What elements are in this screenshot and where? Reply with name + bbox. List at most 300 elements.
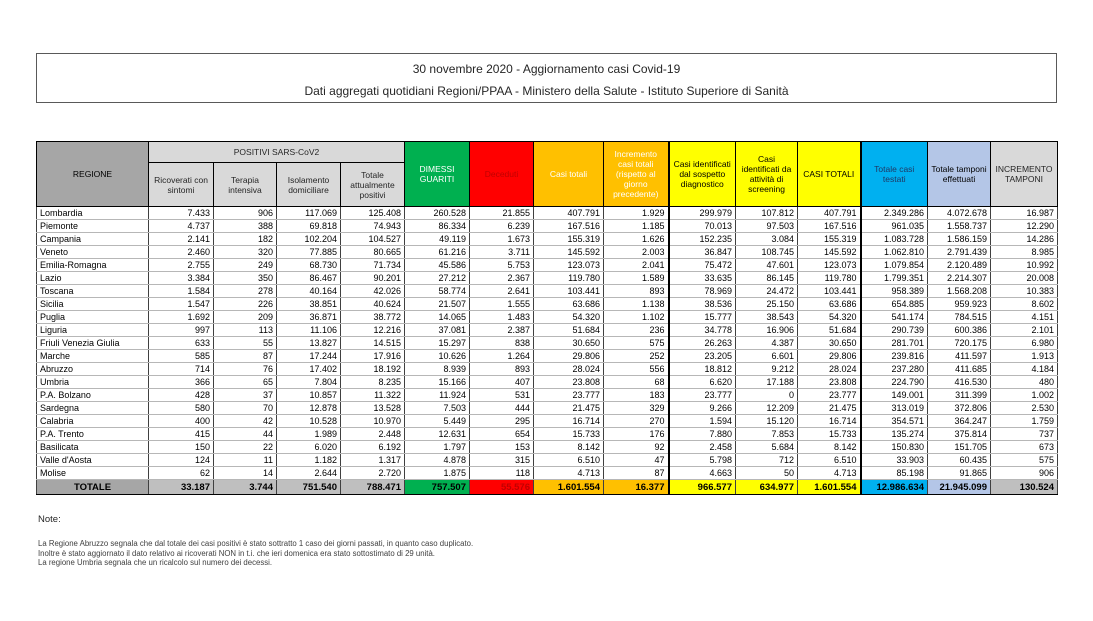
data-cell: 411.597	[928, 350, 991, 363]
data-cell: 4.713	[534, 467, 604, 480]
data-cell: 90.201	[341, 272, 405, 285]
data-cell: 407.791	[798, 207, 861, 220]
data-cell: 86.467	[277, 272, 341, 285]
data-cell: 893	[470, 363, 534, 376]
data-cell: 2.641	[470, 285, 534, 298]
data-cell: 117.069	[277, 207, 341, 220]
data-cell: 16.714	[798, 415, 861, 428]
table-row	[37, 324, 1058, 337]
data-cell: 145.592	[798, 246, 861, 259]
data-cell: 531	[470, 389, 534, 402]
data-cell: 87	[604, 467, 669, 480]
data-cell: 38.543	[736, 311, 798, 324]
data-cell: 838	[470, 337, 534, 350]
data-cell: 54.320	[534, 311, 604, 324]
data-cell: 4.151	[991, 311, 1058, 324]
data-cell: 654	[470, 428, 534, 441]
column-header-isolamento: Isolamento domiciliare	[277, 163, 341, 207]
data-cell: 673	[991, 441, 1058, 454]
data-cell: 6.510	[798, 454, 861, 467]
data-cell: 654.885	[861, 298, 928, 311]
data-cell: 329	[604, 402, 669, 415]
data-cell: 2.141	[149, 233, 214, 246]
data-cell: 375.814	[928, 428, 991, 441]
table-row	[37, 285, 1058, 298]
data-cell: 239.816	[861, 350, 928, 363]
notes-section	[38, 514, 473, 568]
data-cell: 295	[470, 415, 534, 428]
data-cell: 23.808	[534, 376, 604, 389]
data-cell: 10.857	[277, 389, 341, 402]
data-cell: 4.387	[736, 337, 798, 350]
data-cell: 70	[214, 402, 277, 415]
data-cell: 17.916	[341, 350, 405, 363]
table-row	[37, 363, 1058, 376]
column-header-casi-testati: Totale casi testati	[861, 142, 928, 207]
data-cell: 16.987	[991, 207, 1058, 220]
data-cell: 118	[470, 467, 534, 480]
data-cell: 12.209	[736, 402, 798, 415]
data-cell: 26.263	[669, 337, 736, 350]
data-cell: 311.399	[928, 389, 991, 402]
data-cell: 290.739	[861, 324, 928, 337]
total-cell: 966.577	[669, 480, 736, 495]
data-cell: 10.383	[991, 285, 1058, 298]
data-cell: 2.387	[470, 324, 534, 337]
data-cell: 11.322	[341, 389, 405, 402]
data-cell: 249	[214, 259, 277, 272]
data-cell: 1.594	[669, 415, 736, 428]
data-cell: 1.875	[405, 467, 470, 480]
data-cell: 10.970	[341, 415, 405, 428]
data-cell: 237.280	[861, 363, 928, 376]
data-cell: 2.101	[991, 324, 1058, 337]
data-cell: 29.806	[798, 350, 861, 363]
data-cell: 4.184	[991, 363, 1058, 376]
data-cell: 50	[736, 467, 798, 480]
data-cell: 7.804	[277, 376, 341, 389]
data-cell: 12.290	[991, 220, 1058, 233]
data-cell: 4.713	[798, 467, 861, 480]
data-cell: 153	[470, 441, 534, 454]
covid-data-table	[36, 141, 1058, 495]
data-cell: 1.547	[149, 298, 214, 311]
data-cell: 1.759	[991, 415, 1058, 428]
data-cell: 575	[991, 454, 1058, 467]
data-cell: 411.685	[928, 363, 991, 376]
data-cell: 15.297	[405, 337, 470, 350]
data-cell: 18.812	[669, 363, 736, 376]
column-header-casi-totali: Casi totali	[534, 142, 604, 207]
data-cell: 1.483	[470, 311, 534, 324]
region-name: Abruzzo	[37, 363, 149, 376]
total-cell: 12.986.634	[861, 480, 928, 495]
data-cell: 23.777	[798, 389, 861, 402]
data-cell: 1.102	[604, 311, 669, 324]
data-cell: 1.182	[277, 454, 341, 467]
data-cell: 38.536	[669, 298, 736, 311]
data-cell: 11.106	[277, 324, 341, 337]
data-cell: 61.216	[405, 246, 470, 259]
table-row	[37, 389, 1058, 402]
data-cell: 712	[736, 454, 798, 467]
data-cell: 62	[149, 467, 214, 480]
data-cell: 49.119	[405, 233, 470, 246]
data-cell: 315	[470, 454, 534, 467]
column-header-casi-totali-2: CASI TOTALI	[798, 142, 861, 207]
data-cell: 44	[214, 428, 277, 441]
region-name: Friuli Venezia Giulia	[37, 337, 149, 350]
data-cell: 8.142	[798, 441, 861, 454]
note-line: La Regione Abruzzo segnala che dal totale dei casi positivi è stato sottratto 1 caso dei giorni passati, in quanto caso duplicato.	[38, 539, 474, 548]
column-header-totale-positivi: Totale attualmente positivi	[341, 163, 405, 207]
data-cell: 124	[149, 454, 214, 467]
column-header-deceduti: Deceduti	[470, 142, 534, 207]
data-cell: 2.041	[604, 259, 669, 272]
data-cell: 2.530	[991, 402, 1058, 415]
total-cell: 751.540	[277, 480, 341, 495]
data-cell: 42.026	[341, 285, 405, 298]
column-header-attivita-screening: Casi identificati da attività di screening	[736, 142, 798, 207]
data-cell: 37.081	[405, 324, 470, 337]
data-cell: 416.530	[928, 376, 991, 389]
data-cell: 17.188	[736, 376, 798, 389]
report-subtitle: Dati aggregati quotidiani Regioni/PPAA - Ministero della Salute - Istituto Superiore di Sanità	[304, 84, 789, 98]
region-name: Veneto	[37, 246, 149, 259]
data-cell: 68.730	[277, 259, 341, 272]
column-header-tamponi-effettuati: Totale tamponi effettuati	[928, 142, 991, 207]
data-cell: 226	[214, 298, 277, 311]
data-cell: 7.503	[405, 402, 470, 415]
data-cell: 6.510	[534, 454, 604, 467]
data-cell: 9.212	[736, 363, 798, 376]
data-cell: 1.555	[470, 298, 534, 311]
data-cell: 958.389	[861, 285, 928, 298]
data-cell: 38.772	[341, 311, 405, 324]
data-cell: 5.684	[736, 441, 798, 454]
data-cell: 1.913	[991, 350, 1058, 363]
notes-heading: Note:	[38, 514, 61, 525]
data-cell: 3.084	[736, 233, 798, 246]
data-cell: 585	[149, 350, 214, 363]
data-cell: 8.985	[991, 246, 1058, 259]
data-cell: 176	[604, 428, 669, 441]
total-cell: 3.744	[214, 480, 277, 495]
data-cell: 58.774	[405, 285, 470, 298]
data-cell: 720.175	[928, 337, 991, 350]
data-cell: 480	[991, 376, 1058, 389]
data-cell: 10.992	[991, 259, 1058, 272]
data-cell: 103.441	[798, 285, 861, 298]
data-cell: 24.472	[736, 285, 798, 298]
total-cell: 16.377	[604, 480, 669, 495]
data-cell: 37	[214, 389, 277, 402]
table-header	[37, 142, 1058, 207]
data-cell: 2.720	[341, 467, 405, 480]
data-cell: 13.528	[341, 402, 405, 415]
data-cell: 155.319	[534, 233, 604, 246]
data-cell: 580	[149, 402, 214, 415]
data-cell: 145.592	[534, 246, 604, 259]
data-cell: 63.686	[534, 298, 604, 311]
column-header-terapia-intensiva: Terapia intensiva	[214, 163, 277, 207]
data-cell: 1.626	[604, 233, 669, 246]
region-name: P.A. Trento	[37, 428, 149, 441]
data-cell: 6.620	[669, 376, 736, 389]
total-cell: 33.187	[149, 480, 214, 495]
data-cell: 633	[149, 337, 214, 350]
total-cell: 55.576	[470, 480, 534, 495]
data-cell: 40.624	[341, 298, 405, 311]
data-cell: 2.755	[149, 259, 214, 272]
region-name: Toscana	[37, 285, 149, 298]
data-cell: 6.601	[736, 350, 798, 363]
data-cell: 10.626	[405, 350, 470, 363]
data-cell: 1.138	[604, 298, 669, 311]
table-row	[37, 220, 1058, 233]
data-cell: 13.827	[277, 337, 341, 350]
data-cell: 182	[214, 233, 277, 246]
region-name: P.A. Bolzano	[37, 389, 149, 402]
data-cell: 108.745	[736, 246, 798, 259]
data-cell: 151.705	[928, 441, 991, 454]
column-header-ricoverati: Ricoverati con sintomi	[149, 163, 214, 207]
data-cell: 350	[214, 272, 277, 285]
data-cell: 74.943	[341, 220, 405, 233]
data-cell: 1.062.810	[861, 246, 928, 259]
data-cell: 149.001	[861, 389, 928, 402]
data-cell: 2.644	[277, 467, 341, 480]
data-cell: 69.818	[277, 220, 341, 233]
data-cell: 3.384	[149, 272, 214, 285]
data-cell: 16.714	[534, 415, 604, 428]
data-cell: 2.460	[149, 246, 214, 259]
data-cell: 135.274	[861, 428, 928, 441]
data-cell: 21.475	[798, 402, 861, 415]
data-cell: 21.475	[534, 402, 604, 415]
data-cell: 68	[604, 376, 669, 389]
data-cell: 4.072.678	[928, 207, 991, 220]
data-cell: 33.635	[669, 272, 736, 285]
data-cell: 12.216	[341, 324, 405, 337]
data-cell: 407.791	[534, 207, 604, 220]
data-cell: 1.799.351	[861, 272, 928, 285]
data-cell: 6.980	[991, 337, 1058, 350]
data-cell: 1.797	[405, 441, 470, 454]
data-cell: 92	[604, 441, 669, 454]
data-cell: 14.286	[991, 233, 1058, 246]
data-cell: 27.212	[405, 272, 470, 285]
data-cell: 45.586	[405, 259, 470, 272]
data-cell: 6.020	[277, 441, 341, 454]
data-cell: 737	[991, 428, 1058, 441]
data-cell: 14.515	[341, 337, 405, 350]
data-cell: 15.733	[534, 428, 604, 441]
data-cell: 155.319	[798, 233, 861, 246]
data-cell: 76	[214, 363, 277, 376]
data-cell: 372.806	[928, 402, 991, 415]
table-row	[37, 233, 1058, 246]
data-cell: 125.408	[341, 207, 405, 220]
data-cell: 1.692	[149, 311, 214, 324]
data-cell: 34.778	[669, 324, 736, 337]
data-cell: 388	[214, 220, 277, 233]
data-cell: 55	[214, 337, 277, 350]
data-cell: 2.367	[470, 272, 534, 285]
data-cell: 209	[214, 311, 277, 324]
table-row	[37, 454, 1058, 467]
region-name: Lombardia	[37, 207, 149, 220]
data-cell: 906	[214, 207, 277, 220]
table-row	[37, 298, 1058, 311]
data-cell: 7.880	[669, 428, 736, 441]
data-cell: 278	[214, 285, 277, 298]
data-cell: 320	[214, 246, 277, 259]
data-cell: 1.264	[470, 350, 534, 363]
data-cell: 313.019	[861, 402, 928, 415]
region-name: Sicilia	[37, 298, 149, 311]
data-cell: 714	[149, 363, 214, 376]
total-cell: 788.471	[341, 480, 405, 495]
data-cell: 1.586.159	[928, 233, 991, 246]
column-header-regione: REGIONE	[37, 142, 149, 207]
data-cell: 23.777	[669, 389, 736, 402]
table-row	[37, 207, 1058, 220]
total-cell: 634.977	[736, 480, 798, 495]
total-cell: 757.507	[405, 480, 470, 495]
region-name: Sardegna	[37, 402, 149, 415]
total-cell: 1.601.554	[534, 480, 604, 495]
data-cell: 152.235	[669, 233, 736, 246]
column-header-sospetto-diagnostico: Casi identificati dal sospetto diagnostico	[669, 142, 736, 207]
data-cell: 21.507	[405, 298, 470, 311]
table-row	[37, 467, 1058, 480]
data-cell: 3.711	[470, 246, 534, 259]
data-cell: 354.571	[861, 415, 928, 428]
data-cell: 150.830	[861, 441, 928, 454]
region-name: Campania	[37, 233, 149, 246]
data-cell: 2.349.286	[861, 207, 928, 220]
data-cell: 23.808	[798, 376, 861, 389]
data-cell: 364.247	[928, 415, 991, 428]
data-cell: 54.320	[798, 311, 861, 324]
total-cell: 21.945.099	[928, 480, 991, 495]
data-cell: 541.174	[861, 311, 928, 324]
table-row	[37, 337, 1058, 350]
data-cell: 150	[149, 441, 214, 454]
data-cell: 4.663	[669, 467, 736, 480]
column-header-incremento-tamponi: INCREMENTO TAMPONI	[991, 142, 1058, 207]
data-cell: 5.753	[470, 259, 534, 272]
data-cell: 366	[149, 376, 214, 389]
note-line: La regione Umbria segnala che un ricalcolo sul numero dei decessi.	[38, 558, 273, 567]
data-cell: 959.923	[928, 298, 991, 311]
data-cell: 104.527	[341, 233, 405, 246]
region-name: Lazio	[37, 272, 149, 285]
region-name: Liguria	[37, 324, 149, 337]
data-cell: 167.516	[534, 220, 604, 233]
data-cell: 5.449	[405, 415, 470, 428]
column-group-positivi: POSITIVI SARS-CoV2	[149, 142, 405, 163]
data-cell: 75.472	[669, 259, 736, 272]
data-cell: 1.584	[149, 285, 214, 298]
data-cell: 119.780	[534, 272, 604, 285]
data-cell: 7.853	[736, 428, 798, 441]
data-cell: 407	[470, 376, 534, 389]
data-cell: 167.516	[798, 220, 861, 233]
data-cell: 8.235	[341, 376, 405, 389]
data-cell: 23.205	[669, 350, 736, 363]
data-cell: 16.906	[736, 324, 798, 337]
data-cell: 17.402	[277, 363, 341, 376]
data-cell: 1.558.737	[928, 220, 991, 233]
data-cell: 113	[214, 324, 277, 337]
data-cell: 270	[604, 415, 669, 428]
data-cell: 8.939	[405, 363, 470, 376]
data-cell: 51.684	[798, 324, 861, 337]
title-box	[36, 53, 1057, 103]
data-cell: 30.650	[798, 337, 861, 350]
data-cell: 2.791.439	[928, 246, 991, 259]
table-row	[37, 311, 1058, 324]
data-cell: 12.878	[277, 402, 341, 415]
data-cell: 103.441	[534, 285, 604, 298]
region-name: Molise	[37, 467, 149, 480]
data-cell: 1.673	[470, 233, 534, 246]
total-row	[37, 480, 1058, 495]
data-cell: 102.204	[277, 233, 341, 246]
data-cell: 2.214.307	[928, 272, 991, 285]
data-cell: 80.665	[341, 246, 405, 259]
data-cell: 86.334	[405, 220, 470, 233]
data-cell: 47.601	[736, 259, 798, 272]
data-cell: 556	[604, 363, 669, 376]
data-cell: 1.079.854	[861, 259, 928, 272]
data-cell: 997	[149, 324, 214, 337]
data-cell: 183	[604, 389, 669, 402]
data-cell: 444	[470, 402, 534, 415]
note-line: Inoltre è stato aggiornato il dato relativo ai ricoverati NON in t.i. che ieri domenica era stato sottostimato di 29 unità.	[38, 548, 435, 558]
data-cell: 575	[604, 337, 669, 350]
region-name: Puglia	[37, 311, 149, 324]
data-cell: 236	[604, 324, 669, 337]
data-cell: 4.878	[405, 454, 470, 467]
data-cell: 428	[149, 389, 214, 402]
data-cell: 1.185	[604, 220, 669, 233]
data-cell: 1.989	[277, 428, 341, 441]
table-row	[37, 259, 1058, 272]
data-cell: 400	[149, 415, 214, 428]
data-cell: 15.166	[405, 376, 470, 389]
data-cell: 77.885	[277, 246, 341, 259]
table-row	[37, 415, 1058, 428]
total-label: TOTALE	[37, 480, 149, 495]
data-cell: 119.780	[798, 272, 861, 285]
data-cell: 51.684	[534, 324, 604, 337]
data-cell: 107.812	[736, 207, 798, 220]
data-cell: 10.528	[277, 415, 341, 428]
data-cell: 87	[214, 350, 277, 363]
data-cell: 29.806	[534, 350, 604, 363]
data-cell: 784.515	[928, 311, 991, 324]
table-row	[37, 246, 1058, 259]
data-cell: 6.192	[341, 441, 405, 454]
data-cell: 65	[214, 376, 277, 389]
data-cell: 63.686	[798, 298, 861, 311]
data-cell: 1.083.728	[861, 233, 928, 246]
table-row	[37, 376, 1058, 389]
data-cell: 15.120	[736, 415, 798, 428]
